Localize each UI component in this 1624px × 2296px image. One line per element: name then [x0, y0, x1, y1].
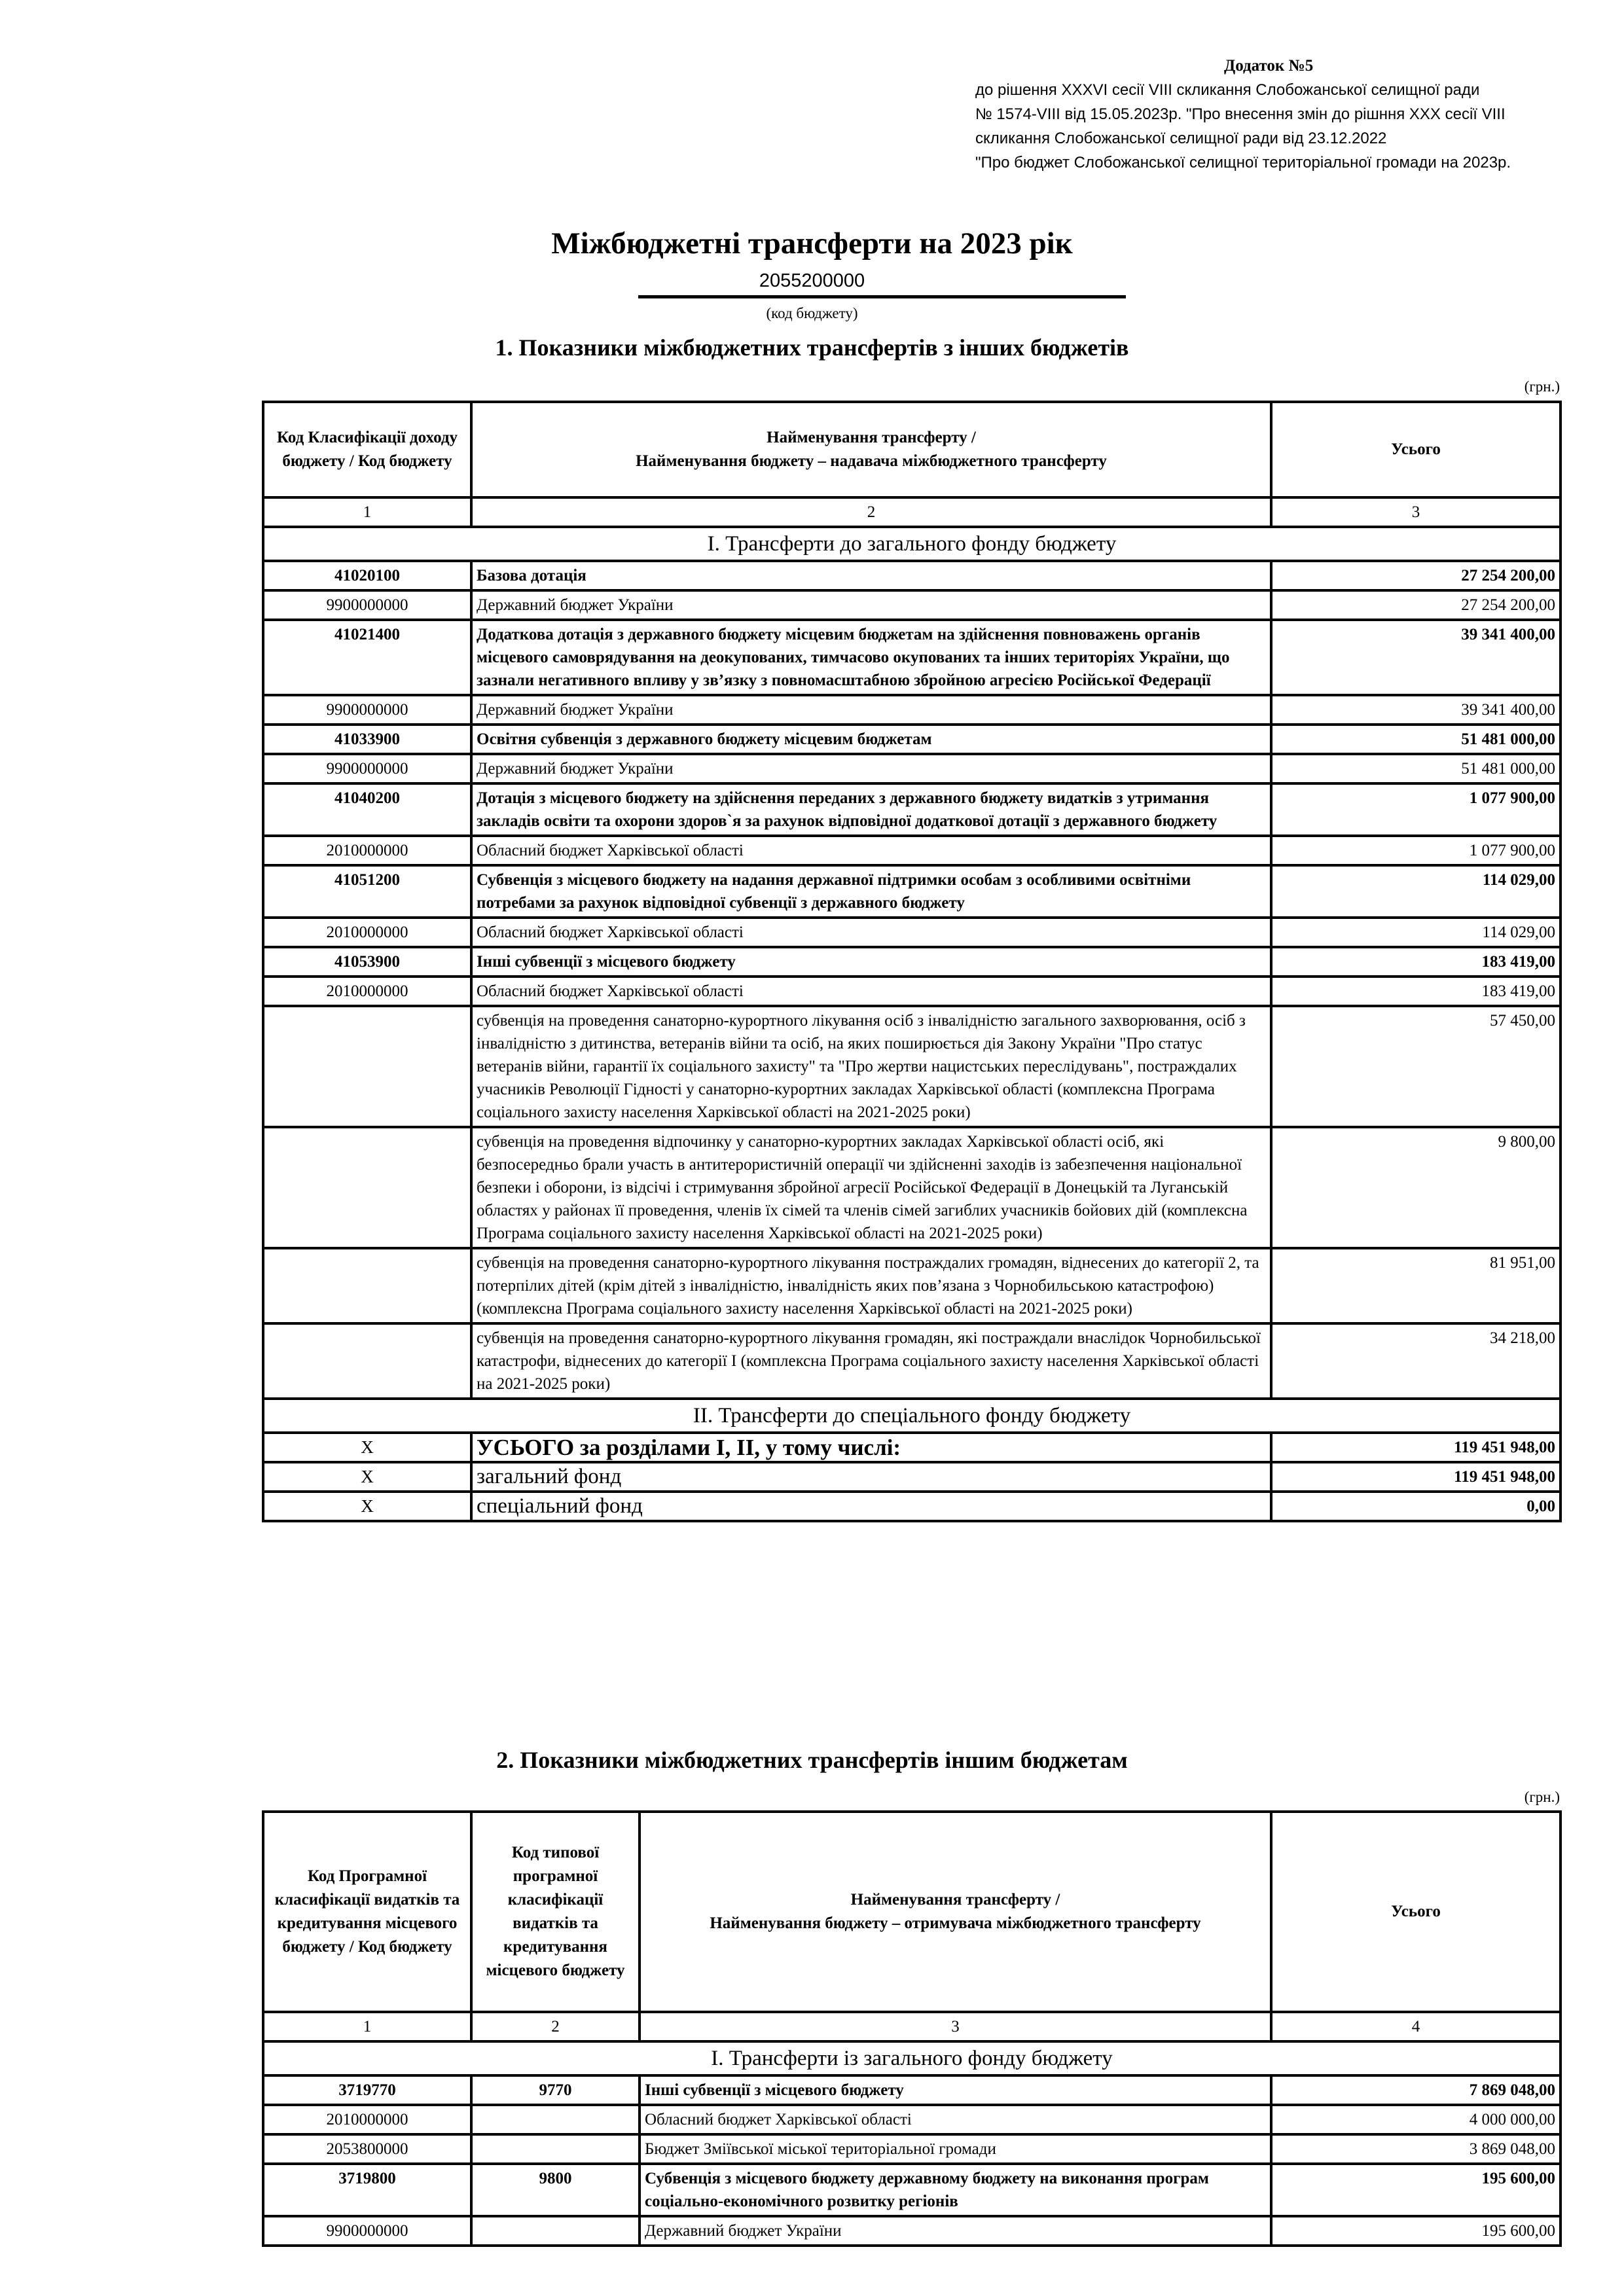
row-name: Субвенція з місцевого бюджету державному бюджету на виконання програм соціально-економічного розвитку регіонів: [640, 2164, 1271, 2216]
section1-unit: (грн.): [1524, 378, 1560, 395]
table-row: [263, 977, 1561, 1006]
row-name: Інші субвенції з місцевого бюджету: [471, 947, 1271, 977]
row-code: 2010000000: [263, 918, 471, 947]
header-name-line1: Найменування трансферту /: [850, 1891, 1060, 1909]
page-title: Міжбюджетні трансферти на 2023 рік: [551, 226, 1073, 260]
column-number: 3: [640, 2012, 1271, 2041]
row-name: Базова дотація: [471, 561, 1271, 590]
row-code: 9900000000: [263, 590, 471, 620]
row-total: 27 254 200,00: [1271, 590, 1561, 620]
column-number: 4: [1271, 2012, 1561, 2041]
row-type-code: 9800: [471, 2164, 640, 2216]
header-code: Код Класифікації доходу бюджету / Код бюджету: [263, 402, 471, 497]
section-row: [263, 2041, 1561, 2075]
column-number-row: [263, 2012, 1561, 2041]
column-number-row: [263, 497, 1561, 527]
row-name: Освітня субвенція з державного бюджету місцевим бюджетам: [471, 725, 1271, 754]
row-name: субвенція на проведення відпочинку у санаторно-курортних закладах Харківської області осіб, які безпосередньо брали участь в антитерористичній операції чи здійсненні заходів із забезпечення національної безпеки і оборони, із відсічі і стримування збройної агресії Російської Федерації в Донецькій та Луганській областях у районах її проведення, членів їх сімей та членів сімей загиблих учасників бойових дій (комплексна Програма соціального захисту населення Харківської області на 2021-2025 роки): [471, 1127, 1271, 1248]
row-total: 34 218,00: [1271, 1323, 1561, 1399]
total-code: Х: [263, 1433, 471, 1462]
table-row: [263, 1248, 1561, 1323]
row-total: 39 341 400,00: [1271, 620, 1561, 695]
row-code: 41053900: [263, 947, 471, 977]
row-program-code: 3719770: [263, 2075, 471, 2105]
header-total: Усього: [1271, 1812, 1561, 2012]
section-row: [263, 527, 1561, 561]
total-label: УСЬОГО за розділами І, ІІ, у тому числі:: [471, 1433, 1271, 1462]
table-row: [263, 754, 1561, 783]
row-total: 4 000 000,00: [1271, 2105, 1561, 2134]
row-total: 81 951,00: [1271, 1248, 1561, 1323]
column-number: 2: [471, 2012, 640, 2041]
table-header-row: [263, 1812, 1561, 2012]
row-code: 41051200: [263, 865, 471, 918]
appendix-line: № 1574-VIII від 15.05.2023р. "Про внесення змін до рішння XXX сесії VIII: [975, 105, 1506, 123]
appendix-line: "Про бюджет Слобожанської селищної територіальної громади на 2023р.: [975, 154, 1511, 171]
table-row: [263, 783, 1561, 836]
table-row: [263, 2075, 1561, 2105]
table-row: [263, 620, 1561, 695]
row-name: Державний бюджет України: [640, 2216, 1271, 2246]
row-name: субвенція на проведення санаторно-курортного лікування осіб з інвалідністю загального захворювання, осіб з інвалідністю з дитинства, ветеранів війни та осіб, на яких поширюється дія Закону України "Про статус ветеранів війни, гарантії їх соціального захисту" та "Про жертви нацистських переслідувань", постраждалих учасників Революції Гідності у санаторно-курортних закладах Харківської області (комплексна Програма соціального захисту населення Харківської області на 2021-2025 роки): [471, 1006, 1271, 1127]
row-code: 9900000000: [263, 754, 471, 783]
row-code: 41021400: [263, 620, 471, 695]
header-name-line2: Найменування бюджету – надавача міжбюджетного трансферту: [636, 452, 1107, 470]
total-code: Х: [263, 1462, 471, 1492]
row-code: 2010000000: [263, 836, 471, 865]
section-row: [263, 1399, 1561, 1433]
row-name: субвенція на проведення санаторно-курортного лікування громадян, які постраждали внаслідок Чорнобильської катастрофи, віднесених до категорії I (комплексна Програма соціального захисту населення Харківської області на 2021-2025 роки): [471, 1323, 1271, 1399]
header-total: Усього: [1271, 402, 1561, 497]
row-name: Обласний бюджет Харківської області: [471, 836, 1271, 865]
table-row: [263, 590, 1561, 620]
row-total: 1 077 900,00: [1271, 783, 1561, 836]
table-header-row: [263, 402, 1561, 497]
section2-unit: (грн.): [1524, 1789, 1560, 1805]
table-row: [263, 725, 1561, 754]
row-total: 39 341 400,00: [1271, 695, 1561, 725]
row-code: 2010000000: [263, 977, 471, 1006]
table-row: [263, 1323, 1561, 1399]
row-total: 114 029,00: [1271, 918, 1561, 947]
row-total: 27 254 200,00: [1271, 561, 1561, 590]
row-code: [263, 1127, 471, 1248]
row-name: Дотація з місцевого бюджету на здійснення переданих з державного бюджету видатків з утримання закладів освіти та охорони здоров`я за рахунок відповідної додаткової дотації з державного бюджету: [471, 783, 1271, 836]
row-name: Обласний бюджет Харківської області: [640, 2105, 1271, 2134]
row-name: Обласний бюджет Харківської області: [471, 918, 1271, 947]
table-row: [263, 836, 1561, 865]
row-total: 195 600,00: [1271, 2164, 1561, 2216]
total-value: 119 451 948,00: [1271, 1433, 1561, 1462]
total-code: Х: [263, 1492, 471, 1521]
row-name: Обласний бюджет Харківської області: [471, 977, 1271, 1006]
row-type-code: [471, 2105, 640, 2134]
section1-title: 1. Показники міжбюджетних трансфертів з інших бюджетів: [495, 334, 1129, 361]
incoming-transfers-table: [262, 401, 1562, 1522]
row-program-code: 3719800: [263, 2164, 471, 2216]
column-number: 2: [471, 497, 1271, 527]
row-program-code: 2053800000: [263, 2134, 471, 2164]
budget-code: 2055200000: [759, 270, 865, 291]
row-code: 41033900: [263, 725, 471, 754]
total-value: 0,00: [1271, 1492, 1561, 1521]
row-program-code: 2010000000: [263, 2105, 471, 2134]
row-name: Державний бюджет України: [471, 590, 1271, 620]
row-program-code: 9900000000: [263, 2216, 471, 2246]
table-row: [263, 1006, 1561, 1127]
total-row: [263, 1462, 1561, 1492]
row-name: Додаткова дотація з державного бюджету місцевим бюджетам на здійснення повноважень органів місцевого самоврядування на деокупованих, тимчасово окупованих та інших територіях України, що зазнали негативного впливу у зв’язку з повномасштабною збройною агресією Російської Федерації: [471, 620, 1271, 695]
row-name: Субвенція з місцевого бюджету на надання державної підтримки особам з особливими освітніми потребами за рахунок відповідної субвенції з державного бюджету: [471, 865, 1271, 918]
table-row: [263, 865, 1561, 918]
total-value: 119 451 948,00: [1271, 1462, 1561, 1492]
row-name: Бюджет Зміївської міської територіальної громади: [640, 2134, 1271, 2164]
header-name: [471, 402, 1271, 497]
column-number: 3: [1271, 497, 1561, 527]
table-row: [263, 561, 1561, 590]
section2-title: 2. Показники міжбюджетних трансфертів іншим бюджетам: [496, 1747, 1128, 1773]
budget-code-caption: (код бюджету): [766, 305, 858, 321]
appendix-label: Додаток №5: [1224, 57, 1314, 75]
row-total: 57 450,00: [1271, 1006, 1561, 1127]
budget-code-underline: [638, 295, 1126, 298]
table-row: [263, 2216, 1561, 2246]
row-type-code: [471, 2134, 640, 2164]
row-code: [263, 1248, 471, 1323]
appendix-line: скликання Слобожанської селищної ради від 23.12.2022: [975, 130, 1387, 147]
row-code: 41020100: [263, 561, 471, 590]
header-name-line1: Найменування трансферту /: [767, 429, 976, 446]
part2-title: ІІ. Трансферти до спеціального фонду бюджету: [263, 1399, 1561, 1433]
appendix-note: [975, 54, 1604, 175]
total-row: [263, 1492, 1561, 1521]
table-row: [263, 1127, 1561, 1248]
row-total: 195 600,00: [1271, 2216, 1561, 2246]
row-name: субвенція на проведення санаторно-курортного лікування постраждалих громадян, віднесених до категорії 2, та потерпілих дітей (крім дітей з інвалідністю, інвалідність яких пов’язана з Чорнобильською катастрофою) (комплексна Програма соціального захисту населення Харківської області на 2021-2025 роки): [471, 1248, 1271, 1323]
row-name: Державний бюджет України: [471, 754, 1271, 783]
row-code: 9900000000: [263, 695, 471, 725]
part1-title: І. Трансферти із загального фонду бюджету: [263, 2041, 1561, 2075]
table-row: [263, 2105, 1561, 2134]
row-type-code: [471, 2216, 640, 2246]
header-name-line2: Найменування бюджету – отримувача міжбюджетного трансферту: [710, 1914, 1201, 1932]
row-code: 41040200: [263, 783, 471, 836]
row-code: [263, 1006, 471, 1127]
row-total: 1 077 900,00: [1271, 836, 1561, 865]
total-label: загальний фонд: [471, 1462, 1271, 1492]
header-type-code: Код типової програмної класифікації видатків та кредитування місцевого бюджету: [471, 1812, 640, 2012]
row-name: Інші субвенції з місцевого бюджету: [640, 2075, 1271, 2105]
row-total: 9 800,00: [1271, 1127, 1561, 1248]
header-name: [640, 1812, 1271, 2012]
table-row: [263, 918, 1561, 947]
total-label: спеціальний фонд: [471, 1492, 1271, 1521]
row-total: 51 481 000,00: [1271, 725, 1561, 754]
table-row: [263, 695, 1561, 725]
column-number: 1: [263, 2012, 471, 2041]
row-total: 7 869 048,00: [1271, 2075, 1561, 2105]
row-total: 51 481 000,00: [1271, 754, 1561, 783]
outgoing-transfers-table: [262, 1810, 1562, 2247]
part1-title: І. Трансферти до загального фонду бюджету: [263, 527, 1561, 561]
column-number: 1: [263, 497, 471, 527]
row-total: 114 029,00: [1271, 865, 1561, 918]
row-total: 3 869 048,00: [1271, 2134, 1561, 2164]
table-row: [263, 2164, 1561, 2216]
row-code: [263, 1323, 471, 1399]
row-name: Державний бюджет України: [471, 695, 1271, 725]
row-type-code: 9770: [471, 2075, 640, 2105]
table-row: [263, 2134, 1561, 2164]
total-row: [263, 1433, 1561, 1462]
table-row: [263, 947, 1561, 977]
row-total: 183 419,00: [1271, 947, 1561, 977]
row-total: 183 419,00: [1271, 977, 1561, 1006]
header-program-code: Код Програмної класифікації видатків та кредитування місцевого бюджету / Код бюджету: [263, 1812, 471, 2012]
appendix-line: до рішення XXXVI сесії VIII скликання Слобожанської селищної ради: [975, 81, 1480, 99]
